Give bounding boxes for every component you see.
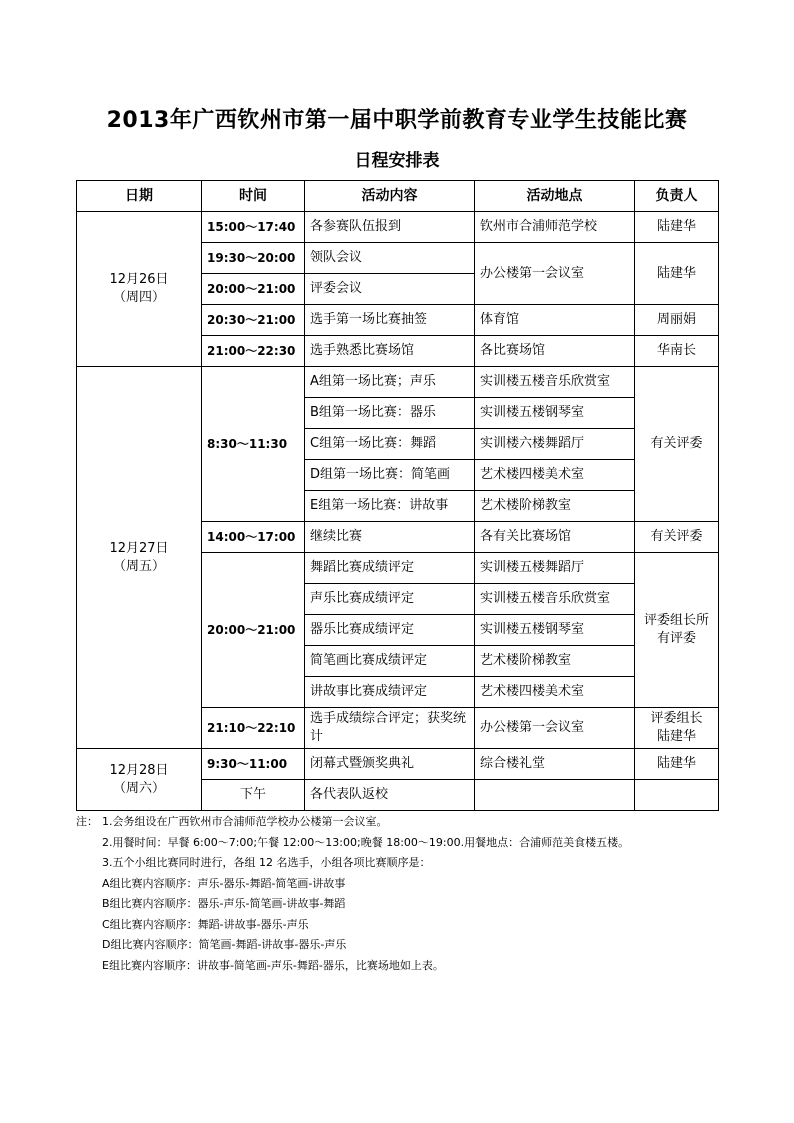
weekday-label: （周六） — [112, 780, 165, 796]
location-cell: 综合楼礼堂 — [475, 749, 635, 780]
time-cell: 19:30～20:00 — [202, 243, 305, 274]
time-cell: 20:00～21:00 — [202, 553, 305, 708]
page-title: 2013年广西钦州市第一届中职学前教育专业学生技能比赛 — [106, 108, 688, 133]
note-line: A组比赛内容顺序：声乐-器乐-舞蹈-简笔画-讲故事 — [102, 876, 346, 890]
person-cell: 陆建华 — [635, 212, 719, 243]
activity-cell: 舞蹈比赛成绩评定 — [305, 553, 475, 584]
time-cell: 21:10～22:10 — [202, 708, 305, 749]
date-cell — [77, 749, 202, 811]
activity-cell: 器乐比赛成绩评定 — [305, 615, 475, 646]
person-cell: 华南长 — [635, 336, 719, 367]
page-subtitle: 日程安排表 — [354, 151, 440, 171]
note-line — [76, 812, 716, 833]
note-line: 2.用餐时间：早餐 6:00～7:00;午餐 12:00～13:00;晚餐 18:00～19:00.用餐地点：合浦师范美食楼五楼。 — [102, 835, 630, 849]
table-row — [77, 212, 719, 243]
location-cell: 实训楼五楼钢琴室 — [475, 398, 635, 429]
activity-cell: 声乐比赛成绩评定 — [305, 584, 475, 615]
activity-cell: 选手第一场比赛抽签 — [305, 305, 475, 336]
person-cell: 有关评委 — [635, 522, 719, 553]
location-cell: 艺术楼阶梯教室 — [475, 646, 635, 677]
activity-cell: 选手熟悉比赛场馆 — [305, 336, 475, 367]
note-line: D组比赛内容顺序：简笔画-舞蹈-讲故事-器乐-声乐 — [102, 938, 347, 951]
location-cell: 艺术楼阶梯教室 — [475, 491, 635, 522]
location-cell: 办公楼第一会议室 — [475, 708, 635, 749]
activity-cell: 讲故事比赛成绩评定 — [305, 677, 475, 708]
activity-cell: E组第一场比赛：讲故事 — [305, 491, 475, 522]
person-cell: 陆建华 — [635, 243, 719, 305]
location-cell — [475, 780, 635, 811]
person-cell: 周丽娟 — [635, 305, 719, 336]
time-cell: 9:30～11:00 — [202, 749, 305, 780]
note-line: E组比赛内容顺序：讲故事-简笔画-声乐-舞蹈-器乐，比赛场地如上表。 — [102, 958, 444, 972]
person-cell: 陆建华 — [635, 749, 719, 780]
schedule-table — [76, 180, 719, 811]
header-person: 负责人 — [635, 181, 719, 212]
person-line: 评委组长 — [650, 711, 703, 726]
activity-cell: 继续比赛 — [305, 522, 475, 553]
time-cell: 20:00～21:00 — [202, 274, 305, 305]
header-row — [77, 181, 719, 212]
person-cell: 评委组长所有评委 — [635, 553, 719, 708]
activity-cell: 各参赛队伍报到 — [305, 212, 475, 243]
weekday-label: （周四） — [112, 290, 165, 305]
activity-cell: 选手成绩综合评定；获奖统计 — [305, 708, 475, 749]
person-cell — [635, 708, 719, 749]
time-cell: 14:00～17:00 — [202, 522, 305, 553]
note-line: C组比赛内容顺序：舞蹈-讲故事-器乐-声乐 — [102, 917, 309, 931]
date-label: 12月26日 — [109, 272, 169, 287]
location-cell: 实训楼五楼舞蹈厅 — [475, 553, 635, 584]
activity-cell: 闭幕式暨颁奖典礼 — [305, 749, 475, 780]
time-cell: 8:30～11:30 — [202, 367, 305, 522]
location-cell: 实训楼五楼钢琴室 — [475, 615, 635, 646]
notes-prefix: 注： — [76, 815, 98, 828]
date-label: 12月28日 — [109, 762, 169, 778]
location-cell: 实训楼五楼音乐欣赏室 — [475, 584, 635, 615]
header-activity: 活动内容 — [305, 181, 475, 212]
date-cell — [77, 367, 202, 749]
location-cell: 实训楼五楼音乐欣赏室 — [475, 367, 635, 398]
time-cell: 下午 — [202, 780, 305, 811]
table-row — [77, 367, 719, 398]
notes-section — [76, 812, 716, 976]
header-date: 日期 — [77, 181, 202, 212]
location-cell: 钦州市合浦师范学校 — [475, 212, 635, 243]
activity-cell: A组第一场比赛；声乐 — [305, 367, 475, 398]
location-cell: 实训楼六楼舞蹈厅 — [475, 429, 635, 460]
location-cell: 艺术楼四楼美术室 — [475, 677, 635, 708]
person-cell: 有关评委 — [635, 367, 719, 522]
location-cell: 各比赛场馆 — [475, 336, 635, 367]
date-label: 12月27日 — [109, 540, 169, 556]
person-cell — [635, 780, 719, 811]
location-cell: 艺术楼四楼美术室 — [475, 460, 635, 491]
location-cell: 各有关比赛场馆 — [475, 522, 635, 553]
table-row — [77, 749, 719, 780]
location-cell: 体育馆 — [475, 305, 635, 336]
activity-cell: D组第一场比赛：简笔画 — [305, 460, 475, 491]
activity-cell: B组第一场比赛：器乐 — [305, 398, 475, 429]
note-line: B组比赛内容顺序：器乐-声乐-简笔画-讲故事-舞蹈 — [102, 897, 346, 910]
activity-cell: 评委会议 — [305, 274, 475, 305]
activity-cell: 简笔画比赛成绩评定 — [305, 646, 475, 677]
time-cell: 21:00～22:30 — [202, 336, 305, 367]
activity-cell: C组第一场比赛：舞蹈 — [305, 429, 475, 460]
activity-cell: 领队会议 — [305, 243, 475, 274]
activity-cell: 各代表队返校 — [305, 780, 475, 811]
note-line: 3.五个小组比赛同时进行，各组 12 名选手，小组各项比赛顺序是： — [102, 856, 431, 869]
date-cell — [77, 212, 202, 367]
note-text: 1.会务组设在广西钦州市合浦师范学校办公楼第一会议室。 — [102, 815, 388, 828]
time-cell: 15:00～17:40 — [202, 212, 305, 243]
header-time: 时间 — [202, 181, 305, 212]
time-cell: 20:30～21:00 — [202, 305, 305, 336]
location-cell: 办公楼第一会议室 — [475, 243, 635, 305]
person-line: 陆建华 — [656, 729, 696, 744]
weekday-label: （周五） — [112, 558, 165, 574]
header-location: 活动地点 — [475, 181, 635, 212]
